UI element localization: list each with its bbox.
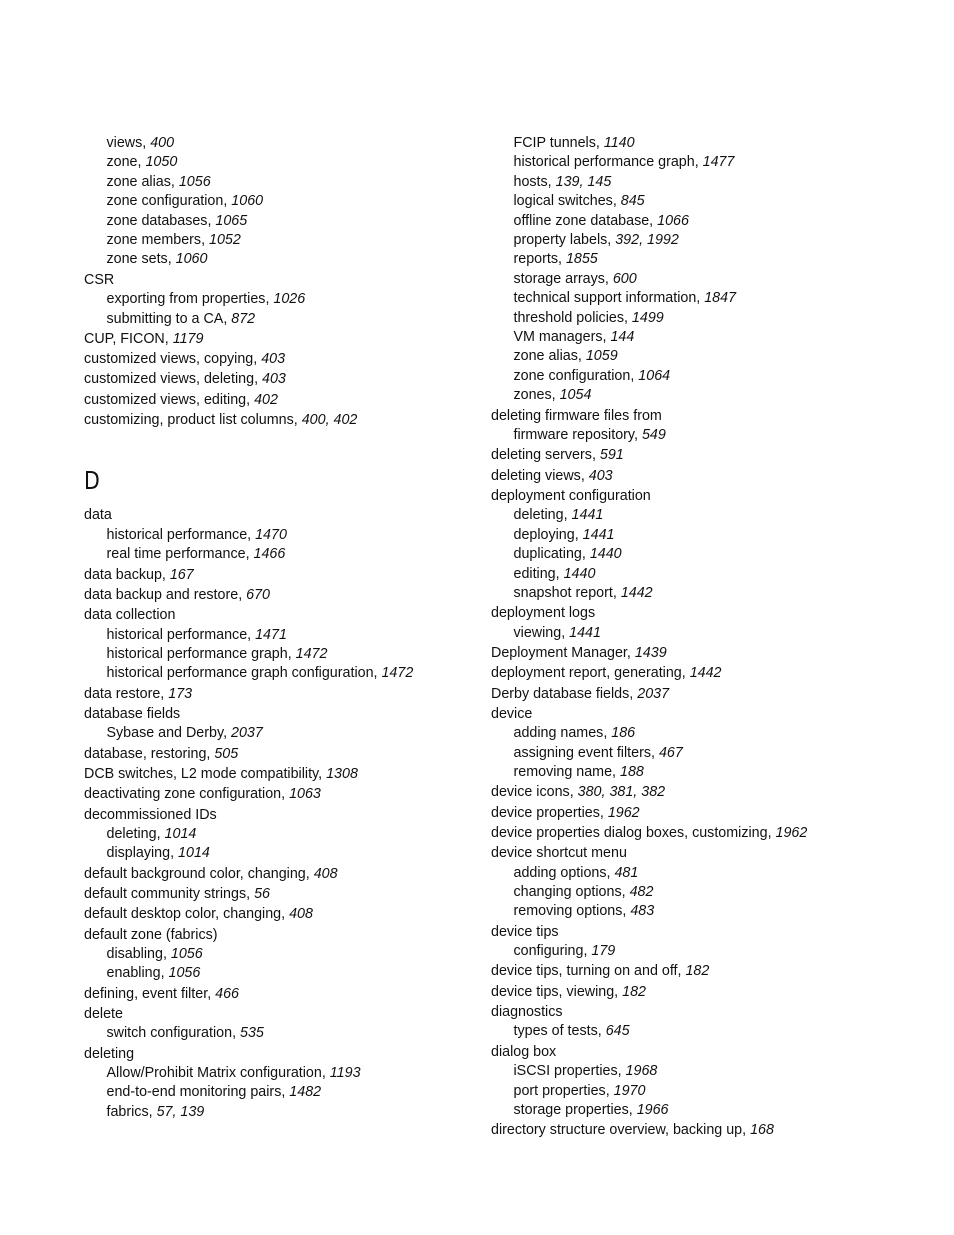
index-entry-customized-views-deleting: customized views, deleting, 403 <box>84 371 286 388</box>
entry-page-numbers: 402 <box>254 391 278 408</box>
index-subentry-enabling: enabling, 1056 <box>106 965 201 982</box>
index-subentry-zone-members: zone members, 1052 <box>106 232 241 249</box>
entry-term: logical switches <box>513 193 613 210</box>
index-entry-default-zone-fabrics <box>84 926 484 945</box>
entry-page-numbers: 1470 <box>255 526 287 543</box>
index-right-column <box>491 134 931 1141</box>
entry-page-numbers: 1056 <box>178 173 211 190</box>
entry-term: deactivating zone configuration <box>84 786 282 803</box>
index-subentry-snapshot-report: snapshot report, 1442 <box>513 584 653 601</box>
index-entry-device-shortcut-menu <box>491 844 931 863</box>
index-subentry-zone-configuration: zone configuration, 1064 <box>513 367 671 384</box>
entry-page-numbers: 1970 <box>613 1082 646 1099</box>
index-subentry-removing-name: removing name, 188 <box>513 764 644 781</box>
index-subentry-types-of-tests: types of tests, 645 <box>513 1023 630 1040</box>
index-subentry-logical-switches: logical switches, 845 <box>513 193 645 210</box>
entry-page-numbers: 1179 <box>172 330 204 347</box>
entry-page-numbers: 481 <box>614 864 639 881</box>
entry-term: views <box>106 135 143 151</box>
entry-term: device tips, turning on and off <box>491 963 678 980</box>
entry-term: VM managers <box>513 329 603 346</box>
entry-term: CSR <box>84 271 115 288</box>
index-entry-database-fields <box>84 705 484 724</box>
entry-page-numbers: 1962 <box>607 804 640 821</box>
index-entry-derby-database-fields: Derby database fields, 2037 <box>491 685 670 702</box>
index-entry-dcb-switches-l2-mode-compatibility: DCB switches, L2 mode compatibility, 1308 <box>84 765 358 782</box>
entry-page-numbers: 186 <box>611 725 636 742</box>
index-entry-device <box>491 705 931 724</box>
entry-term: deploying <box>513 526 575 543</box>
entry-term: device shortcut menu <box>491 845 627 862</box>
index-subentry-iscsi-properties: iSCSI properties, 1968 <box>513 1063 658 1080</box>
entry-term: enabling <box>106 965 161 982</box>
index-entry-default-community-strings: default community strings, 56 <box>84 885 270 902</box>
entry-page-numbers: 535 <box>240 1025 264 1042</box>
entry-term: customized views, editing <box>84 391 247 408</box>
index-entry-device-tips-viewing: device tips, viewing, 182 <box>491 983 646 1000</box>
index-entry-device-icons: device icons, 380, 381, 382 <box>491 784 666 801</box>
entry-page-numbers: 167 <box>169 566 194 583</box>
index-subentry-sybase-and-derby: Sybase and Derby, 2037 <box>106 725 263 742</box>
entry-page-numbers: 600 <box>612 270 637 287</box>
entry-page-numbers: 173 <box>168 685 193 702</box>
entry-term: zone databases <box>106 212 208 229</box>
entry-term: fabrics <box>106 1103 149 1120</box>
index-entry-default-background-color-changing: default background color, changing, 408 <box>84 865 338 882</box>
index-entry-deleting <box>84 1045 484 1064</box>
entry-term: Derby database fields <box>491 685 630 702</box>
entry-term: delete <box>84 1005 123 1022</box>
index-subentry-deleting: deleting, 1441 <box>513 507 604 524</box>
index-entry-deleting-views: deleting views, 403 <box>491 467 613 484</box>
entry-page-numbers: 400 <box>150 135 175 151</box>
entry-page-numbers: 1052 <box>209 232 241 249</box>
entry-term: defining, event filter <box>84 985 208 1002</box>
entry-page-numbers: 182 <box>622 983 646 1000</box>
index-entry-data <box>84 506 484 525</box>
entry-page-numbers: 1140 <box>603 135 635 151</box>
entry-term: customizing, product list columns <box>84 412 294 429</box>
entry-term: historical performance graph configuration <box>106 665 374 682</box>
index-subentry-threshold-policies: threshold policies, 1499 <box>513 309 664 326</box>
entry-term: reports <box>513 251 558 268</box>
index-subentry-fabrics: fabrics, 57, 139 <box>106 1103 205 1120</box>
index-entry-cup-ficon: CUP, FICON, 1179 <box>84 330 204 347</box>
entry-term: deployment configuration <box>491 487 651 504</box>
index-entry-default-desktop-color-changing: default desktop color, changing, 408 <box>84 906 313 923</box>
entry-page-numbers: 1442 <box>620 584 653 601</box>
entry-page-numbers: 845 <box>620 193 645 210</box>
entry-term: deleting firmware files from <box>491 407 662 424</box>
entry-term: exporting from properties <box>106 291 266 308</box>
entry-term: deleting views <box>491 467 581 484</box>
index-entry-directory-structure-overview-backing-up: directory structure overview, backing up, 168 <box>491 1122 774 1139</box>
entry-page-numbers: 1060 <box>175 251 208 268</box>
entry-page-numbers: 1472 <box>381 665 414 682</box>
entry-term: historical performance <box>106 626 248 643</box>
entry-term: snapshot report <box>513 584 613 601</box>
entry-term: zone configuration <box>106 193 224 210</box>
index-subentry-editing: editing, 1440 <box>513 565 596 582</box>
entry-page-numbers: 670 <box>246 586 271 603</box>
index-entry-delete <box>84 1005 484 1024</box>
index-subentry-removing-options: removing options, 483 <box>513 903 655 920</box>
index-subentry-duplicating: duplicating, 1440 <box>513 546 622 563</box>
entry-page-numbers: 1968 <box>625 1063 658 1080</box>
index-entry-data-collection <box>84 606 484 625</box>
entry-page-numbers: 179 <box>591 943 616 960</box>
entry-page-numbers: 1440 <box>589 546 622 563</box>
index-subentry-historical-performance-graph: historical performance graph, 1472 <box>106 645 328 662</box>
entry-page-numbers: 1472 <box>295 645 328 662</box>
entry-page-numbers: 1499 <box>631 309 664 326</box>
entry-term: default zone (fabrics) <box>84 926 218 943</box>
entry-page-numbers: 392, 1992 <box>615 232 679 249</box>
entry-term: device tips <box>491 923 559 940</box>
entry-term: customized views, copying <box>84 351 254 368</box>
entry-page-numbers: 466 <box>215 985 240 1002</box>
entry-page-numbers: 505 <box>214 745 239 762</box>
index-subentry-historical-performance: historical performance, 1470 <box>106 526 287 543</box>
entry-page-numbers: 1440 <box>563 565 596 582</box>
index-subentry-exporting-from-properties: exporting from properties, 1026 <box>106 291 306 308</box>
index-entry-deployment-report-generating: deployment report, generating, 1442 <box>491 665 722 682</box>
entry-term: Sybase and Derby <box>106 725 224 742</box>
index-entry-deleting-firmware-files-from <box>491 407 931 426</box>
entry-page-numbers: 1962 <box>775 824 808 841</box>
entry-term: historical performance <box>106 526 248 543</box>
index-subentry-switch-configuration: switch configuration, 535 <box>106 1025 264 1042</box>
entry-term: displaying <box>106 845 171 862</box>
entry-term: adding options <box>513 864 607 881</box>
entry-term: zone sets <box>106 251 168 268</box>
entry-term: data <box>84 507 112 524</box>
entry-term: hosts <box>513 173 548 190</box>
index-subentry-zone-databases: zone databases, 1065 <box>106 212 248 229</box>
entry-term: editing <box>513 565 556 582</box>
entry-term: CUP, FICON <box>84 330 165 347</box>
index-entry-device-tips <box>491 923 931 942</box>
entry-page-numbers: 483 <box>630 903 655 920</box>
index-entry-data-backup-and-restore: data backup and restore, 670 <box>84 586 271 603</box>
entry-page-numbers: 139, 145 <box>555 173 612 190</box>
entry-term: removing options <box>513 903 623 920</box>
entry-term: historical performance graph <box>106 645 288 662</box>
index-entry-diagnostics <box>491 1003 931 1022</box>
entry-term: Deployment Manager <box>491 644 627 661</box>
entry-page-numbers: 1966 <box>636 1101 669 1118</box>
index-subentry-historical-performance: historical performance, 1471 <box>106 626 287 643</box>
entry-page-numbers: 1441 <box>582 526 615 543</box>
entry-term: deleting <box>106 825 157 842</box>
entry-page-numbers: 1060 <box>231 193 264 210</box>
entry-term: default community strings <box>84 885 247 902</box>
index-subentry-zone-configuration: zone configuration, 1060 <box>106 193 264 210</box>
entry-page-numbers: 408 <box>289 906 313 923</box>
index-subentry-firmware-repository: firmware repository, 549 <box>513 426 666 443</box>
entry-page-numbers: 1441 <box>571 507 604 524</box>
entry-page-numbers: 1477 <box>702 154 735 171</box>
index-entry-customized-views-copying: customized views, copying, 403 <box>84 351 286 368</box>
entry-page-numbers: 1066 <box>657 212 689 229</box>
entry-term: end-to-end monitoring pairs <box>106 1084 282 1101</box>
index-subentry-deleting: deleting, 1014 <box>106 825 197 842</box>
entry-term: deleting servers <box>491 447 592 464</box>
index-entry-device-properties-dialog-boxes-customizing: device properties dialog boxes, customizing, 1962 <box>491 824 808 841</box>
entry-term: removing name <box>513 764 613 781</box>
index-subentry-configuring: configuring, 179 <box>513 943 616 960</box>
index-entry-deactivating-zone-configuration: deactivating zone configuration, 1063 <box>84 786 321 803</box>
index-subentry-historical-performance-graph: historical performance graph, 1477 <box>513 154 735 171</box>
entry-page-numbers: 872 <box>231 310 256 327</box>
entry-page-numbers: 188 <box>620 764 644 781</box>
index-subentry-zone-alias: zone alias, 1056 <box>106 173 211 190</box>
entry-page-numbers: 57, 139 <box>156 1103 205 1120</box>
entry-term: device tips, viewing <box>491 983 615 1000</box>
index-subentry-zone: zone, 1050 <box>106 154 178 171</box>
entry-term: historical performance graph <box>513 154 695 171</box>
index-entry-customized-views-editing: customized views, editing, 402 <box>84 391 278 408</box>
index-entry-deployment-logs <box>491 604 931 623</box>
entry-term: deleting <box>84 1045 135 1062</box>
entry-term: types of tests <box>513 1023 598 1040</box>
index-entry-customizing-product-list-columns: customizing, product list columns, 400, 402 <box>84 412 358 429</box>
entry-term: data collection <box>84 607 176 624</box>
entry-term: diagnostics <box>491 1004 563 1021</box>
entry-page-numbers: 1065 <box>215 212 248 229</box>
index-subentry-storage-arrays: storage arrays, 600 <box>513 270 637 287</box>
entry-page-numbers: 1308 <box>326 765 358 782</box>
entry-term: deployment logs <box>491 605 596 622</box>
index-entry-dialog-box <box>491 1043 931 1062</box>
index-subentry-zone-alias: zone alias, 1059 <box>513 348 618 365</box>
index-subentry-adding-options: adding options, 481 <box>513 864 639 881</box>
entry-page-numbers: 380, 381, 382 <box>577 784 666 801</box>
entry-term: device <box>491 705 533 722</box>
index-entry-deleting-servers: deleting servers, 591 <box>491 447 624 464</box>
entry-page-numbers: 645 <box>605 1023 630 1040</box>
index-entry-deployment-manager: Deployment Manager, 1439 <box>491 644 667 661</box>
entry-page-numbers: 482 <box>629 884 654 901</box>
entry-term: DCB switches, L2 mode compatibility <box>84 765 319 782</box>
entry-term: real time performance <box>106 546 246 563</box>
entry-term: technical support information <box>513 290 697 307</box>
index-subentry-changing-options: changing options, 482 <box>513 884 654 901</box>
entry-term: Allow/Prohibit Matrix configuration <box>106 1065 322 1082</box>
entry-term: zone configuration <box>513 367 631 384</box>
entry-term: threshold policies <box>513 309 624 326</box>
index-subentry-port-properties: port properties, 1970 <box>513 1082 646 1099</box>
entry-term: assigning event filters <box>513 744 651 761</box>
entry-page-numbers: 1439 <box>634 644 667 661</box>
entry-term: zone members <box>106 232 202 249</box>
entry-page-numbers: 403 <box>262 371 286 388</box>
index-subentry-zone-sets: zone sets, 1060 <box>106 251 208 268</box>
entry-term: offline zone database <box>513 212 650 229</box>
entry-term: FCIP tunnels <box>513 135 596 151</box>
index-subentry-disabling: disabling, 1056 <box>106 945 203 962</box>
entry-term: storage properties <box>513 1101 629 1118</box>
index-entry-defining-event-filter: defining, event filter, 466 <box>84 985 240 1002</box>
entry-term: disabling <box>106 945 163 962</box>
entry-term: deployment report, generating <box>491 665 682 682</box>
entry-page-numbers: 144 <box>610 329 635 346</box>
entry-term: property labels <box>513 232 608 249</box>
entry-page-numbers: 182 <box>685 963 710 980</box>
entry-term: zone alias <box>106 173 171 190</box>
entry-term: changing options <box>513 884 622 901</box>
entry-term: device icons <box>491 784 570 801</box>
entry-page-numbers: 1014 <box>164 825 197 842</box>
entry-page-numbers: 408 <box>313 865 338 882</box>
index-entry-csr <box>84 271 484 290</box>
index-subentry-vm-managers: VM managers, 144 <box>513 329 635 346</box>
entry-term: viewing <box>513 624 562 641</box>
entry-term: zone alias <box>513 348 578 365</box>
entry-term: default background color, changing <box>84 865 306 882</box>
entry-page-numbers: 1193 <box>329 1065 361 1082</box>
entry-term: storage arrays <box>513 270 605 287</box>
index-entry-device-properties: device properties, 1962 <box>491 804 640 821</box>
entry-page-numbers: 56 <box>254 885 270 902</box>
entry-page-numbers: 1054 <box>559 387 592 404</box>
index-subentry-offline-zone-database: offline zone database, 1066 <box>513 212 689 229</box>
entry-term: firmware repository <box>513 426 634 443</box>
entry-page-numbers: 1482 <box>289 1084 322 1101</box>
entry-term: data restore <box>84 685 161 702</box>
entry-term: decommissioned IDs <box>84 806 217 823</box>
entry-term: default desktop color, changing <box>84 906 282 923</box>
entry-page-numbers: 1855 <box>565 251 598 268</box>
entry-page-numbers: 1441 <box>569 624 601 641</box>
entry-term: zone <box>106 154 138 171</box>
entry-term: port properties <box>513 1082 606 1099</box>
index-subentry-viewing: viewing, 1441 <box>513 624 601 641</box>
index-subentry-zones: zones, 1054 <box>513 387 592 404</box>
entry-page-numbers: 1056 <box>168 965 201 982</box>
index-subentry-property-labels: property labels, 392, 1992 <box>513 232 679 249</box>
entry-term: configuring <box>513 943 584 960</box>
entry-term: device properties dialog boxes, customizing <box>491 824 768 841</box>
index-subentry-submitting-to-a-ca: submitting to a CA, 872 <box>106 310 256 327</box>
entry-page-numbers: 2037 <box>231 725 263 742</box>
entry-page-numbers: 2037 <box>637 685 670 702</box>
index-entry-deployment-configuration <box>491 487 931 506</box>
entry-term: deleting <box>513 507 564 524</box>
index-subentry-storage-properties: storage properties, 1966 <box>513 1101 669 1118</box>
entry-page-numbers: 168 <box>750 1122 774 1139</box>
entry-page-numbers: 1847 <box>704 290 737 307</box>
index-subentry-end-to-end-monitoring-pairs: end-to-end monitoring pairs, 1482 <box>106 1084 322 1101</box>
entry-page-numbers: 1056 <box>170 945 203 962</box>
index-subentry-reports: reports, 1855 <box>513 251 598 268</box>
entry-page-numbers: 403 <box>588 467 613 484</box>
index-entry-device-tips-turning-on-and-off: device tips, turning on and off, 182 <box>491 963 710 980</box>
index-subentry-adding-names: adding names, 186 <box>513 725 636 742</box>
entry-term: database fields <box>84 705 181 722</box>
entry-page-numbers: 1471 <box>255 626 287 643</box>
entry-page-numbers: 1064 <box>638 367 671 384</box>
entry-term: dialog box <box>491 1043 557 1060</box>
index-subentry-allow-prohibit-matrix-configuration: Allow/Prohibit Matrix configuration, 1193 <box>106 1065 361 1082</box>
entry-term: duplicating <box>513 546 582 563</box>
index-subentry-real-time-performance: real time performance, 1466 <box>106 546 286 563</box>
index-subentry-fcip-tunnels: FCIP tunnels, 1140 <box>513 135 635 151</box>
entry-page-numbers: 549 <box>641 426 666 443</box>
index-entry-decommissioned-ids <box>84 806 484 825</box>
entry-term: submitting to a CA <box>106 310 224 327</box>
entry-term: data backup and restore <box>84 586 239 603</box>
entry-term: device properties <box>491 804 600 821</box>
entry-page-numbers: 403 <box>261 351 286 368</box>
entry-page-numbers: 1059 <box>585 348 618 365</box>
entry-page-numbers: 1014 <box>178 845 210 862</box>
index-subentry-views: views, 400 <box>106 135 175 151</box>
entry-page-numbers: 1026 <box>273 291 306 308</box>
entry-term: customized views, deleting <box>84 371 255 388</box>
entry-term: zones <box>513 387 552 404</box>
entry-term: database, restoring <box>84 745 207 762</box>
entry-term: switch configuration <box>106 1025 233 1042</box>
index-subentry-technical-support-information: technical support information, 1847 <box>513 290 737 307</box>
index-subentry-assigning-event-filters: assigning event filters, 467 <box>513 744 683 761</box>
index-subentry-hosts: hosts, 139, 145 <box>513 173 612 190</box>
index-entry-database-restoring: database, restoring, 505 <box>84 745 239 762</box>
entry-page-numbers: 591 <box>599 447 624 464</box>
index-entry-data-restore: data restore, 173 <box>84 685 193 702</box>
index-subentry-historical-performance-graph-configuration: historical performance graph configuration, 1472 <box>106 665 414 682</box>
entry-term: adding names <box>513 725 604 742</box>
section-letter-heading: D <box>84 466 100 496</box>
entry-page-numbers: 467 <box>658 744 683 761</box>
index-left-column <box>84 134 484 1122</box>
entry-page-numbers: 1050 <box>145 154 178 171</box>
index-subentry-deploying: deploying, 1441 <box>513 526 615 543</box>
entry-term: iSCSI properties <box>513 1063 618 1080</box>
index-entry-data-backup: data backup, 167 <box>84 566 194 583</box>
entry-page-numbers: 400, 402 <box>301 412 358 429</box>
entry-page-numbers: 1063 <box>289 786 321 803</box>
entry-page-numbers: 1442 <box>689 665 722 682</box>
entry-term: directory structure overview, backing up <box>491 1122 743 1139</box>
entry-term: data backup <box>84 566 162 583</box>
entry-page-numbers: 1466 <box>253 546 286 563</box>
index-subentry-displaying: displaying, 1014 <box>106 845 210 862</box>
